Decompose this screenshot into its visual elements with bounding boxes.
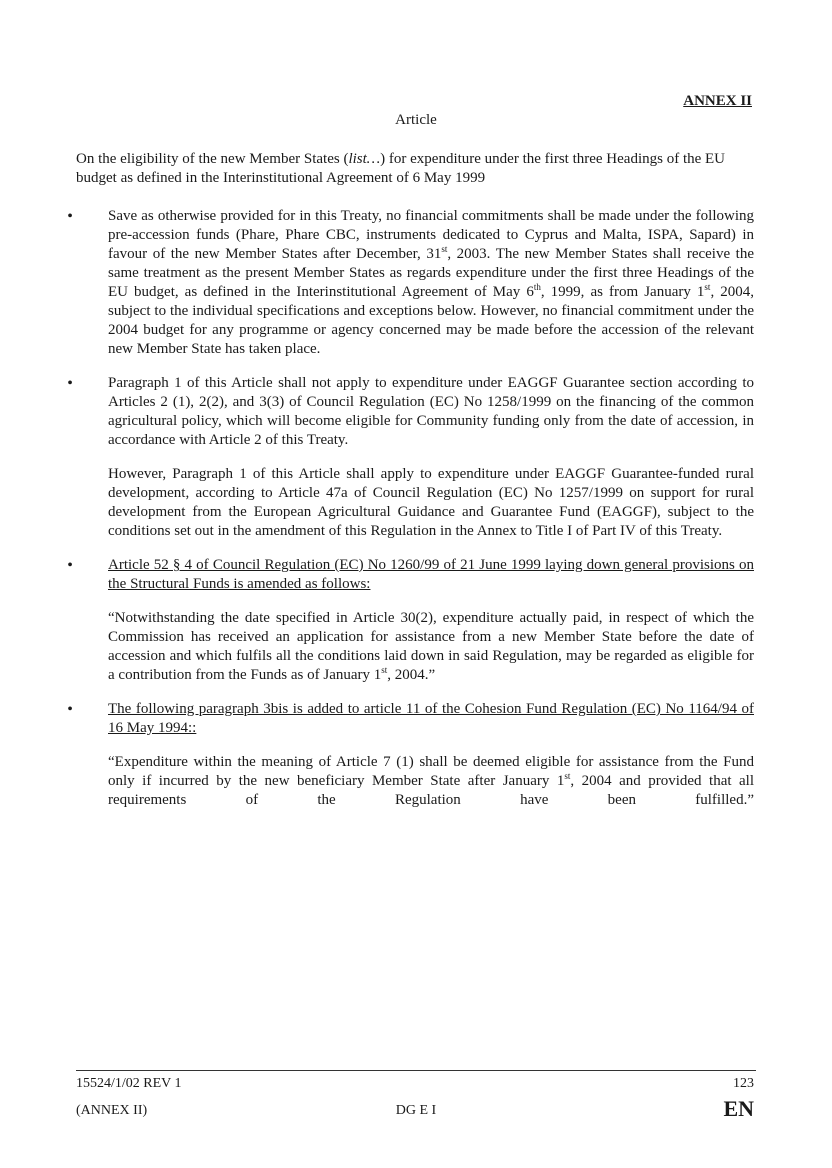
bullet-item-4 [60,700,754,810]
superscript: th [533,282,541,292]
superscript: st [441,244,448,254]
bullet-item-3 [60,556,754,685]
bullet-3-quote [108,609,754,685]
bullet-list [60,207,754,825]
bullet-dot-icon: • [67,557,73,574]
superscript: st [704,282,711,292]
bullet-item-2 [60,374,754,541]
text-run: , 1999, as from January 1 [540,284,705,300]
text-run: “Notwithstanding the date specified in Article 30(2), expenditure actually paid, in respect of which the Commission has received an application for assistance from a new Member State before the date of accession and which fulfils all the conditions laid down in said Regulation, may be regarded as eligible for a contribution from the Funds as of January 1 [108,610,754,683]
superscript: st [564,771,571,781]
bullet-3-heading: Article 52 § 4 of Council Regulation (EC) No 1260/99 of 21 June 1999 laying down general provisions on the Structural Funds is amended as follows: [108,557,754,592]
bullet-4-quote [108,753,754,810]
superscript: st [381,665,388,675]
bullet-2-paragraph-1: Paragraph 1 of this Article shall not apply to expenditure under EAGGF Guarantee section according to Articles 2 (1), 2(2), and 3(3) of Council Regulation (EC) No 1258/1999 on the financing of the common agricultural policy, which will become eligible for Community funding only from the date of accession, in accordance with Article 2 of this Treaty. [108,375,754,448]
bullet-dot-icon: • [67,375,73,392]
bullet-2-paragraph-2: However, Paragraph 1 of this Article shall apply to expenditure under EAGGF Guarantee-funded rural development, according to Article 47a of Council Regulation (EC) No 1257/1999 on support for rural development from the European Agricultural Guidance and Guarantee Fund (EAGGF), subject to the conditions set out in the amendment of this Regulation in the Annex to Title I of Part IV of this Treaty. [108,466,754,539]
bullet-4-heading: The following paragraph 3bis is added to article 11 of the Cohesion Fund Regulation (EC) No 1164/94 of 16 May 1994:: [108,701,754,736]
intro-italic: list… [348,151,381,167]
language-code: EN [723,1096,754,1121]
intro-paragraph [76,150,756,188]
text-run: , 2004, subject to the individual specifications and exceptions below. However, no financial commitment under the 2004 budget for any programme or agency concerned may be made before the accession of the relevant new Member State has taken place. [108,284,754,357]
text-run: , 2004 and provided that all requirements of the Regulation have been fulfilled.” [108,773,754,808]
annex-label: ANNEX II [683,93,752,109]
bullet-dot-icon: • [67,701,73,718]
bullet-item-1 [60,207,754,359]
footer-annex-label: (ANNEX II) [76,1103,148,1118]
article-heading: Article [395,112,437,128]
text-run: , 2004.” [387,667,436,683]
footer-divider [76,1070,756,1071]
intro-text-start: On the eligibility of the new Member States ( [76,151,349,167]
directorate-label: DG E I [395,1103,437,1118]
page-number: 123 [733,1076,754,1091]
bullet-dot-icon: • [67,208,73,225]
text-run: “Expenditure within the meaning of Article 7 (1) shall be deemed eligible for assistance from the Fund only if incurred by the new beneficiary Member State after January 1 [108,754,754,789]
bullet-1-paragraph [108,207,754,359]
text-run: , 2003. The new Member States shall receive the same treatment as the present Member States as regards expenditure under the first three Headings of the EU budget, as defined in the Interinstitutional Agreement of May 6 [108,246,755,300]
intro-text-end: ) for expenditure under the first three Headings of the EU budget as defined in the Interinstitutional Agreement of 6 May 1999 [76,151,726,186]
text-run: Save as otherwise provided for in this Treaty, no financial commitments shall be made under the following pre-accession funds (Phare, Phare CBC, instruments dedicated to Cyprus and Malta, ISPA, Sapard) in favour of the new Member States after December, 31 [108,208,754,262]
document-reference: 15524/1/02 REV 1 [76,1076,182,1091]
